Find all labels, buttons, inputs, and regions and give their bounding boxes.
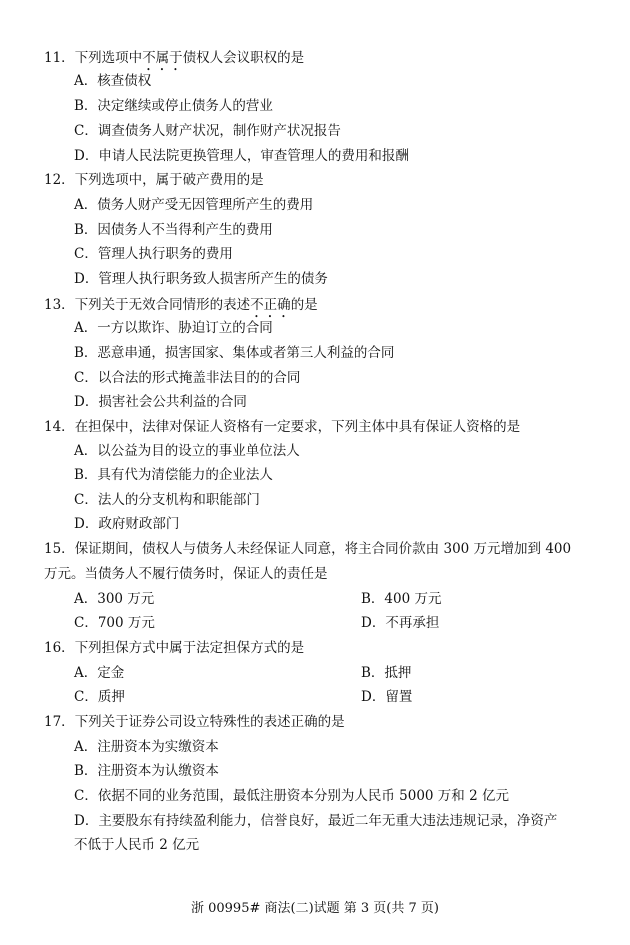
question-text: 下列关于无效合同情形的表述	[74, 297, 251, 313]
question-number: 16．	[44, 640, 75, 656]
option-14-c: C．法人的分支机构和职能部门	[74, 492, 260, 508]
option-12-b: B．因债务人不当得利产生的费用	[74, 222, 273, 238]
option-12-c: C．管理人执行职务的费用	[74, 246, 233, 262]
option-15-c: C．700 万元	[74, 615, 155, 631]
emphasized-text: 不正确	[250, 297, 291, 313]
question-text: 下列担保方式中属于法定担保方式的是	[74, 640, 305, 656]
question-number: 13．	[44, 297, 75, 313]
option-13-b: B．恶意串通，损害国家、集体或者第三人利益的合同	[74, 345, 395, 361]
option-13-c: C．以合法的形式掩盖非法目的的合同	[74, 370, 301, 386]
option-16-d: D．留置	[361, 689, 413, 705]
page-footer: 浙 00995# 商法(二)试题 第 3 页(共 7 页)	[190, 901, 439, 916]
option-17-c: C．依据不同的业务范围，最低注册资本分别为人民币 5000 万和 2 亿元	[74, 788, 509, 804]
option-15-d: D．不再承担	[361, 615, 440, 631]
question-text: 的是	[290, 297, 318, 313]
question-text: 下列选项中，属于破产费用的是	[74, 172, 264, 188]
option-17-d-cont: 不低于人民币 2 亿元	[74, 837, 200, 853]
option-17-d: D．主要股东有持续盈利能力，信誉良好，最近二年无重大违法违规记录，净资产	[74, 813, 558, 829]
question-number: 12．	[44, 172, 75, 188]
option-14-b: B．具有代为清偿能力的企业法人	[74, 467, 273, 483]
question-15-stem	[44, 543, 571, 557]
question-16-stem	[44, 642, 304, 656]
option-11-b: B．决定继续或停止债务人的营业	[74, 98, 273, 114]
option-12-d: D．管理人执行职务致人损害所产生的债务	[74, 271, 328, 287]
option-13-a: A．一方以欺诈、胁迫订立的合同	[74, 320, 273, 336]
option-15-b: B．400 万元	[361, 591, 442, 607]
option-12-a: A．债务人财产受无因管理所产生的费用	[74, 197, 314, 213]
option-11-d: D．申请人民法院更换管理人，审查管理人的费用和报酬	[74, 148, 409, 164]
question-12-stem	[44, 174, 264, 188]
option-14-a: A．以公益为目的设立的事业单位法人	[74, 443, 300, 459]
question-17-stem	[44, 716, 345, 730]
question-text: 保证期间，债权人与债务人未经保证人同意，将主合同价款由 300 万元增加到 400	[74, 541, 572, 557]
question-number: 14．	[44, 419, 75, 435]
question-text: 债权人会议职权的是	[182, 50, 305, 66]
option-13-d: D．损害社会公共利益的合同	[74, 394, 247, 410]
question-15-stem-cont	[44, 568, 328, 582]
option-16-c: C．质押	[74, 689, 125, 705]
option-17-b: B．注册资本为认缴资本	[74, 763, 219, 779]
question-text: 在担保中，法律对保证人资格有一定要求，下列主体中具有保证人资格的是	[74, 419, 521, 435]
option-15-a: A．300 万元	[74, 591, 155, 607]
option-16-b: B．抵押	[361, 665, 412, 681]
option-14-d: D．政府财政部门	[74, 516, 180, 532]
question-number: 11．	[44, 50, 75, 66]
question-number: 17．	[44, 714, 75, 730]
question-text: 下列选项中	[74, 50, 143, 66]
emphasized-text: 不属于	[142, 50, 183, 66]
option-11-c: C．调查债务人财产状况，制作财产状况报告	[74, 123, 341, 139]
question-11-stem	[44, 50, 304, 74]
question-text: 下列关于证券公司设立特殊性的表述正确的是	[74, 714, 345, 730]
question-number: 15．	[44, 541, 75, 557]
option-11-a: A．核查债权	[74, 73, 152, 89]
option-16-a: A．定金	[74, 665, 125, 681]
question-14-stem	[44, 421, 520, 435]
option-17-a: A．注册资本为实缴资本	[74, 739, 219, 755]
question-13-stem	[44, 297, 318, 321]
question-text: 万元。当债务人不履行债务时，保证人的责任是	[44, 566, 328, 582]
